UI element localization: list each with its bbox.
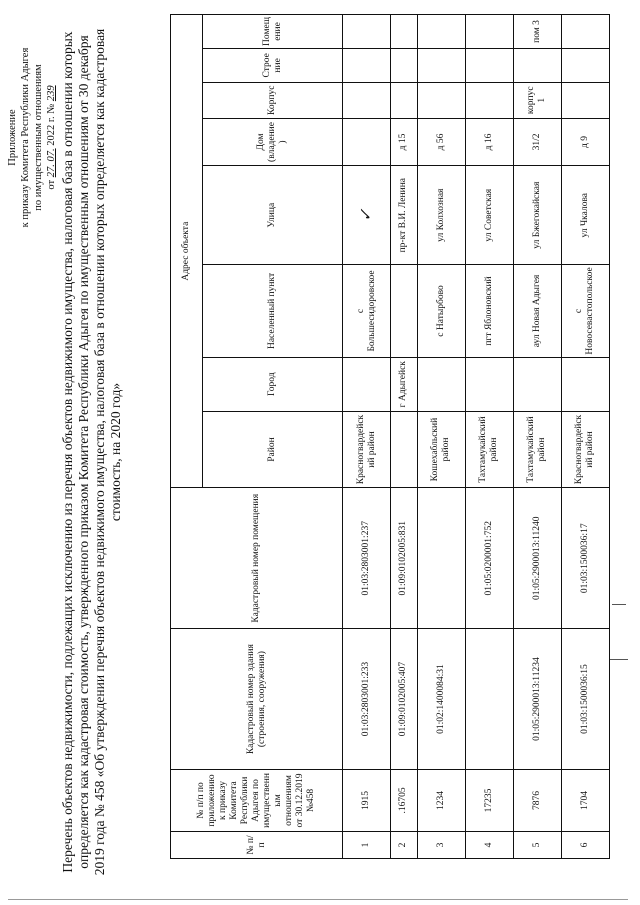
cell-locality	[391, 265, 418, 357]
cell-stroenie	[417, 48, 465, 82]
cell-num: 2	[391, 831, 418, 858]
cell-district: Кошехабльский район	[417, 411, 465, 488]
cell-district	[391, 411, 418, 488]
cell-city	[417, 357, 465, 411]
cell-stroenie	[561, 48, 609, 82]
cell-city	[513, 357, 561, 411]
cell-pomeshchenie	[465, 15, 513, 49]
cell-building: 01:03:2803001:233	[343, 629, 391, 770]
date-year: 2022 г. №	[46, 103, 57, 146]
scan-mark	[610, 659, 628, 660]
cell-korpus: корпус 1	[513, 82, 561, 118]
header-city: Город	[203, 357, 343, 411]
header-pomeshchenie: Помещение	[203, 15, 343, 49]
cell-street: ул Советская	[465, 166, 513, 265]
cell-city: г Адыгейск	[391, 357, 418, 411]
cell-district: Тахтамукайский район	[465, 411, 513, 488]
cell-street: ул Чкалова	[561, 166, 609, 265]
header-stroenie: Строение	[203, 48, 343, 82]
cell-appendix-num: 1704	[561, 770, 609, 832]
cell-num: 4	[465, 831, 513, 858]
cell-appendix-num: 17235	[465, 770, 513, 832]
table-row	[417, 15, 465, 859]
header-num: № п/п	[171, 831, 343, 858]
appendix-line-2: по имущественным отношениям	[33, 64, 44, 211]
cell-pomeshchenie	[391, 15, 418, 49]
cell-house: д 15	[391, 118, 418, 165]
header-district: Район	[203, 411, 343, 488]
header-street: Улица	[203, 166, 343, 265]
order-number: 239	[46, 85, 57, 102]
header-premise: Кадастровый номер помещения	[171, 488, 343, 629]
appendix-line-1: к приказу Комитета Республики Адыгея	[20, 47, 31, 228]
cell-locality: с Большесидоровское	[343, 265, 391, 357]
cell-locality: с Натырбово	[417, 265, 465, 357]
cell-building: 01:09:0102005:407	[391, 629, 418, 770]
cell-building: 01:03:1500036:15	[561, 629, 609, 770]
cell-pomeshchenie	[343, 15, 391, 49]
cell-appendix-num: 7876	[513, 770, 561, 832]
cell-num: 3	[417, 831, 465, 858]
cell-city	[561, 357, 609, 411]
cell-street: ✓	[343, 166, 391, 265]
header-house: Дом (владение)	[203, 118, 343, 165]
appendix-title: Приложение	[7, 109, 18, 166]
cell-building: 01:05:2900013:11234	[513, 629, 561, 770]
cell-locality: аул Новая Адыгея	[513, 265, 561, 357]
cell-pomeshchenie: пом 3	[513, 15, 561, 49]
cell-premise	[417, 488, 465, 629]
cell-appendix-num: 1915	[343, 770, 391, 832]
table-row	[513, 15, 561, 859]
header-appendix-num: № п/п по приложению к приказу Комитета Республики Адыгея по имущественным отношениям от 30.12.2019 №458	[171, 770, 343, 832]
cell-stroenie	[343, 48, 391, 82]
cell-house: 31/2	[513, 118, 561, 165]
cell-korpus	[343, 82, 391, 118]
cell-korpus	[391, 82, 418, 118]
cell-house: д 56	[417, 118, 465, 165]
cell-num: 6	[561, 831, 609, 858]
cell-district: Красногвардейский район	[561, 411, 609, 488]
appendix-header	[6, 10, 58, 265]
cell-pomeshchenie	[561, 15, 609, 49]
cell-house: д 16	[465, 118, 513, 165]
cell-premise: 01:05:2900013:11240	[513, 488, 561, 629]
table-row	[343, 15, 391, 859]
date-day: 27. 07.	[46, 148, 57, 178]
cell-stroenie	[391, 48, 418, 82]
cell-pomeshchenie	[417, 15, 465, 49]
document-heading: Перечень объектов недвижимости, подлежащих исключению из перечня объектов недвижимого имущества, налоговая база в отношении которых определяется как кадастровая стоимость, утвержденного приказом Комитета Республики Адыгея по имущественным отношениям от 30 декабря 2019 года № 458 «Об утверждении перечня объектов недвижимого имущества, налоговая база в отношении которых определяется как кадастровая стоимость, на 2020 год»	[60, 28, 123, 876]
cell-street: ул Бжегокайская	[513, 166, 561, 265]
cell-house: д 9	[561, 118, 609, 165]
cell-street: ул Колхозная	[417, 166, 465, 265]
cell-appendix-num: 1234	[417, 770, 465, 832]
cell-locality: с Новосевастопольское	[561, 265, 609, 357]
table-row	[465, 15, 513, 859]
cell-premise: 01:03:2803001:237	[343, 488, 391, 629]
date-prefix: от	[46, 179, 57, 190]
header-building: Кадастровый номер здания (строения, сооружения)	[171, 629, 343, 770]
cell-num: 1	[343, 831, 391, 858]
cell-city	[465, 357, 513, 411]
appendix-date-line	[45, 10, 58, 265]
cell-house	[343, 118, 391, 165]
scan-mark	[612, 604, 626, 605]
cell-city	[343, 357, 391, 411]
cell-korpus	[417, 82, 465, 118]
cell-building	[465, 629, 513, 770]
table-row	[391, 15, 418, 859]
cell-korpus	[465, 82, 513, 118]
cell-num: 5	[513, 831, 561, 858]
scan-mark	[8, 899, 628, 900]
cell-stroenie	[513, 48, 561, 82]
cell-district: Красногвардейский район	[343, 411, 391, 488]
cell-premise: 01:09:0102005:831	[391, 488, 418, 629]
cell-stroenie	[465, 48, 513, 82]
cell-street: пр-кт В.И. Ленина	[391, 166, 418, 265]
objects-table	[170, 14, 610, 859]
header-address: Адрес объекта	[171, 15, 203, 488]
header-locality: Населенный пункт	[203, 265, 343, 357]
header-korpus: Корпус	[203, 82, 343, 118]
cell-korpus	[561, 82, 609, 118]
cell-district: Тахтамукайский район	[513, 411, 561, 488]
cell-building: 01:02:1400084:31	[417, 629, 465, 770]
cell-premise: 01:03:1500036:17	[561, 488, 609, 629]
cell-premise: 01:05:0200001:752	[465, 488, 513, 629]
cell-appendix-num: .16705	[391, 770, 418, 832]
cell-locality: пгт Яблоновский	[465, 265, 513, 357]
table-row	[561, 15, 609, 859]
